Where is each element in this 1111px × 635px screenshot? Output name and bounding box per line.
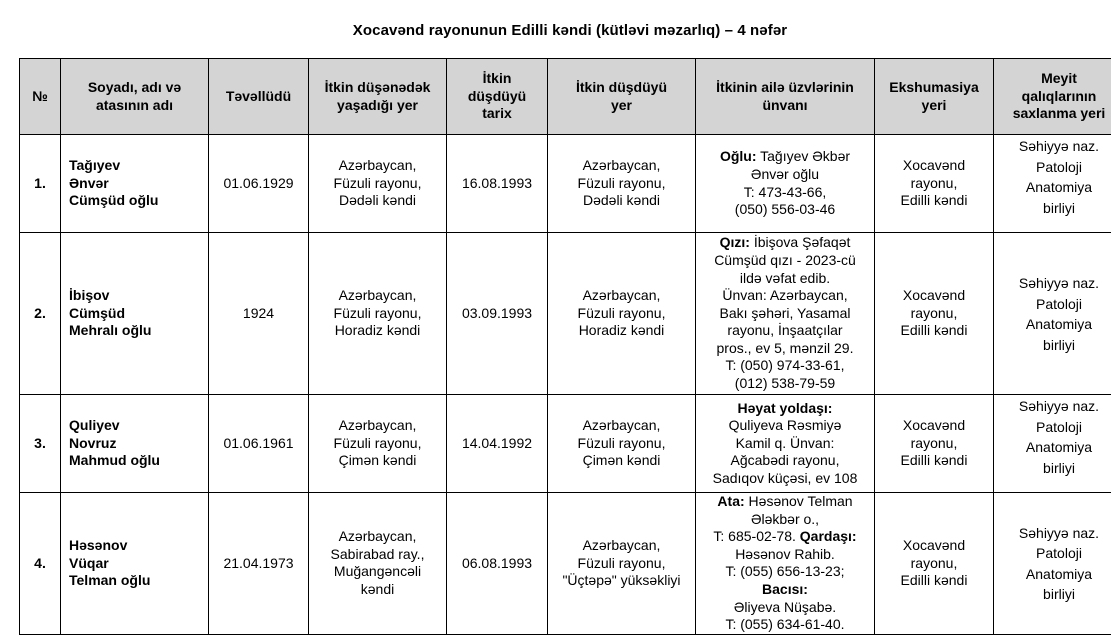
residence — [309, 135, 447, 233]
storage-line: Səhiyyə naz. — [996, 273, 1111, 294]
place-line: Azərbaycan, — [550, 287, 693, 305]
residence-line: kəndi — [311, 581, 444, 599]
exhumation-line: rayonu, — [877, 305, 991, 323]
exhumation-place — [875, 493, 994, 635]
exhumation-line: Edilli kəndi — [877, 452, 991, 470]
family-line: ildə vəfat edib. — [698, 270, 872, 288]
place-line: Horadiz kəndi — [550, 322, 693, 340]
table-row — [20, 493, 1111, 635]
missing-date: 14.04.1992 — [447, 395, 548, 493]
name-line: Tağıyev — [69, 157, 206, 175]
family-label: Oğlu: — [720, 148, 757, 164]
exhumation-line: Xocavənd — [877, 157, 991, 175]
family-label: Ata: — [717, 493, 744, 509]
residence-line: Füzuli rayonu, — [311, 435, 444, 453]
residence-line: Horadiz kəndi — [311, 322, 444, 340]
family-label: Qızı: — [720, 234, 750, 250]
place-line: Füzuli rayonu, — [550, 435, 693, 453]
header-place-line: İtkin düşdüyü — [550, 79, 693, 97]
family-line: Ələkbər o., — [698, 511, 872, 529]
place-line: Dədəli kəndi — [550, 192, 693, 210]
missing-place — [548, 493, 696, 635]
residence-line: Sabirabad ray., — [311, 546, 444, 564]
family-line — [698, 234, 872, 252]
person-name — [61, 135, 209, 233]
family-line — [698, 493, 872, 511]
header-date-line: tarix — [449, 105, 545, 123]
header-date-line: İtkin — [449, 70, 545, 88]
name-line: İbişov — [69, 287, 206, 305]
header-name-line: atasının adı — [63, 97, 206, 115]
name-line: Vüqar — [69, 555, 206, 573]
row-number: 4. — [20, 493, 61, 635]
exhumation-place — [875, 395, 994, 493]
person-name — [61, 233, 209, 395]
exhumation-line: rayonu, — [877, 435, 991, 453]
header-storage-line: qalıqlarının — [996, 88, 1111, 106]
header-residence — [309, 59, 447, 135]
family-text: T: 685-02-78. — [713, 528, 799, 544]
storage-line: Patoloji — [996, 294, 1111, 315]
storage-line: Patoloji — [996, 543, 1111, 564]
family-line: T: (055) 656-13-23; — [698, 563, 872, 581]
storage-place — [994, 135, 1111, 233]
exhumation-line: Edilli kəndi — [877, 572, 991, 590]
family-line: T: (055) 634-61-40. — [698, 616, 872, 634]
residence-line: Muğangəncəli — [311, 563, 444, 581]
header-exhumation-line: yeri — [877, 97, 991, 115]
family-line: pros., ev 5, mənzil 29. — [698, 340, 872, 358]
missing-place — [548, 135, 696, 233]
exhumation-line: rayonu, — [877, 175, 991, 193]
residence-line: Azərbaycan, — [311, 528, 444, 546]
residence — [309, 395, 447, 493]
header-place-line: yer — [550, 97, 693, 115]
storage-line: Səhiyyə naz. — [996, 136, 1111, 157]
family-line: (012) 538-79-59 — [698, 375, 872, 393]
place-line: Çimən kəndi — [550, 452, 693, 470]
residence-line: Azərbaycan, — [311, 157, 444, 175]
storage-line: birliyi — [996, 198, 1111, 219]
place-line: "Üçtəpə" yüksəkliyi — [550, 572, 693, 590]
residence-line: Füzuli rayonu, — [311, 175, 444, 193]
birth-date: 21.04.1973 — [209, 493, 309, 635]
family-line: Həsənov Rahib. — [698, 546, 872, 564]
storage-line: Patoloji — [996, 417, 1111, 438]
family-address — [696, 493, 875, 635]
header-birth: Təvəllüdü — [209, 59, 309, 135]
missing-date: 03.09.1993 — [447, 233, 548, 395]
storage-place — [994, 493, 1111, 635]
storage-line: Patoloji — [996, 157, 1111, 178]
header-date-line: düşdüyü — [449, 88, 545, 106]
person-name — [61, 395, 209, 493]
family-line: rayonu, İnşaatçılar — [698, 322, 872, 340]
missing-place — [548, 395, 696, 493]
family-line: (050) 556-03-46 — [698, 201, 872, 219]
family-line: Cümşüd qızı - 2023-cü — [698, 252, 872, 270]
header-residence-line: İtkin düşənədək — [311, 79, 444, 97]
storage-line: Səhiyyə naz. — [996, 523, 1111, 544]
header-date — [447, 59, 548, 135]
exhumation-place — [875, 135, 994, 233]
header-residence-line: yaşadığı yer — [311, 97, 444, 115]
residence-line: Azərbaycan, — [311, 287, 444, 305]
family-label: Qardaşı: — [800, 528, 857, 544]
header-family — [696, 59, 875, 135]
table-row — [20, 135, 1111, 233]
exhumation-line: Xocavənd — [877, 537, 991, 555]
exhumation-line: Edilli kəndi — [877, 322, 991, 340]
storage-line: Səhiyyə naz. — [996, 396, 1111, 417]
document-title: Xocavənd rayonunun Edilli kəndi (kütləvi məzarlıq) – 4 nəfər — [0, 22, 1111, 39]
birth-date: 1924 — [209, 233, 309, 395]
header-storage — [994, 59, 1111, 135]
row-number: 3. — [20, 395, 61, 493]
name-line: Cümşüd oğlu — [69, 192, 206, 210]
place-line: Azərbaycan, — [550, 417, 693, 435]
missing-place — [548, 233, 696, 395]
exhumation-line: Edilli kəndi — [877, 192, 991, 210]
header-name — [61, 59, 209, 135]
storage-line: Anatomiya — [996, 314, 1111, 335]
missing-date: 16.08.1993 — [447, 135, 548, 233]
family-text: Tağıyev Əkbər — [757, 148, 851, 164]
family-line: Quliyeva Rəsmiyə — [698, 417, 872, 435]
place-line: Füzuli rayonu, — [550, 175, 693, 193]
exhumation-line: rayonu, — [877, 555, 991, 573]
missing-persons-table — [19, 58, 1111, 635]
row-number: 2. — [20, 233, 61, 395]
header-name-line: Soyadı, adı və — [63, 79, 206, 97]
table-row — [20, 233, 1111, 395]
header-family-line: ünvanı — [698, 97, 872, 115]
residence — [309, 233, 447, 395]
storage-line: birliyi — [996, 584, 1111, 605]
family-line: Ağcabədi rayonu, — [698, 452, 872, 470]
header-num: № — [20, 59, 61, 135]
header-storage-line: saxlanma yeri — [996, 105, 1111, 123]
name-line: Mahmud oğlu — [69, 452, 206, 470]
header-family-line: İtkinin ailə üzvlərinin — [698, 79, 872, 97]
place-line: Füzuli rayonu, — [550, 305, 693, 323]
family-address — [696, 395, 875, 493]
storage-place — [994, 395, 1111, 493]
header-exhumation-line: Ekshumasiya — [877, 79, 991, 97]
exhumation-line: Xocavənd — [877, 417, 991, 435]
family-address — [696, 135, 875, 233]
header-row — [20, 59, 1111, 135]
residence-line: Dədəli kəndi — [311, 192, 444, 210]
name-line: Novruz — [69, 435, 206, 453]
person-name — [61, 493, 209, 635]
header-exhumation — [875, 59, 994, 135]
birth-date: 01.06.1929 — [209, 135, 309, 233]
name-line: Quliyev — [69, 417, 206, 435]
storage-line: Anatomiya — [996, 437, 1111, 458]
family-line: Sadıqov küçəsi, ev 108 — [698, 470, 872, 488]
name-line: Telman oğlu — [69, 572, 206, 590]
exhumation-place — [875, 233, 994, 395]
family-line: Bakı şəhəri, Yasamal — [698, 305, 872, 323]
residence — [309, 493, 447, 635]
family-label: Həyat yoldaşı: — [698, 400, 872, 418]
family-text: Həsənov Telman — [745, 493, 853, 509]
storage-place — [994, 233, 1111, 395]
row-number: 1. — [20, 135, 61, 233]
family-text: İbişova Şəfaqət — [750, 234, 850, 250]
storage-line: birliyi — [996, 335, 1111, 356]
family-line: T: (050) 974-33-61, — [698, 357, 872, 375]
place-line: Azərbaycan, — [550, 157, 693, 175]
residence-line: Azərbaycan, — [311, 417, 444, 435]
family-line: Ənvər oğlu — [698, 166, 872, 184]
name-line: Mehralı oğlu — [69, 322, 206, 340]
place-line: Füzuli rayonu, — [550, 555, 693, 573]
birth-date: 01.06.1961 — [209, 395, 309, 493]
family-line: T: 473-43-66, — [698, 184, 872, 202]
family-line: Ünvan: Azərbaycan, — [698, 287, 872, 305]
name-line: Cümşüd — [69, 305, 206, 323]
residence-line: Çimən kəndi — [311, 452, 444, 470]
name-line: Ənvər — [69, 175, 206, 193]
family-label: Bacısı: — [698, 581, 872, 599]
storage-line: Anatomiya — [996, 177, 1111, 198]
family-line — [698, 148, 872, 166]
family-line — [698, 528, 872, 546]
table-row — [20, 395, 1111, 493]
exhumation-line: Xocavənd — [877, 287, 991, 305]
header-storage-line: Meyit — [996, 70, 1111, 88]
place-line: Azərbaycan, — [550, 537, 693, 555]
family-line: Əliyeva Nüşabə. — [698, 599, 872, 617]
storage-line: birliyi — [996, 458, 1111, 479]
header-place — [548, 59, 696, 135]
family-line: Kamil q. Ünvan: — [698, 435, 872, 453]
residence-line: Füzuli rayonu, — [311, 305, 444, 323]
missing-date: 06.08.1993 — [447, 493, 548, 635]
storage-line: Anatomiya — [996, 564, 1111, 585]
family-address — [696, 233, 875, 395]
name-line: Həsənov — [69, 537, 206, 555]
